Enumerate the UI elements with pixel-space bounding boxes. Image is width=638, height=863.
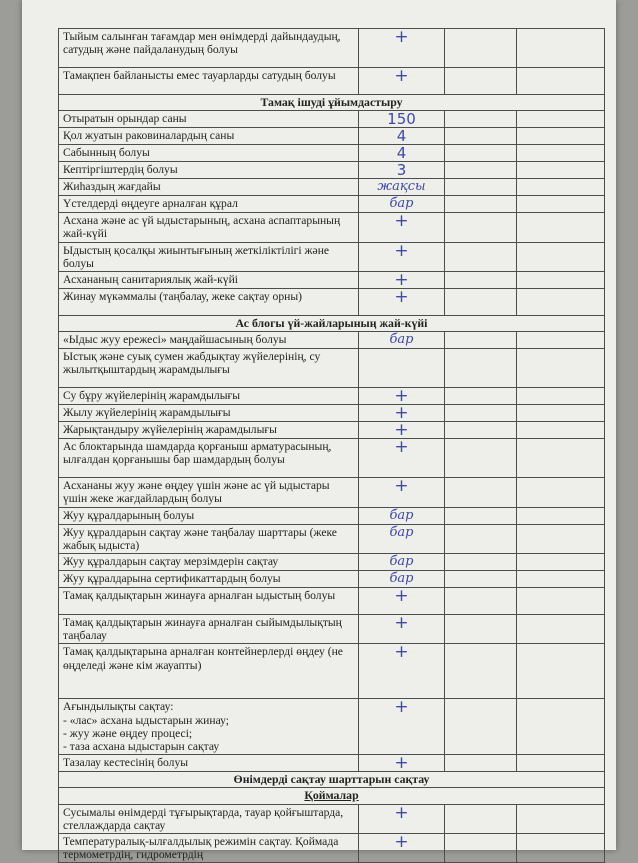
empty-cell (517, 554, 605, 571)
criterion-cell (59, 111, 359, 128)
handwritten-mark: жақсы (359, 179, 445, 196)
empty-cell (445, 196, 517, 213)
criterion-cell (59, 554, 359, 571)
empty-cell (445, 242, 517, 271)
empty-cell (445, 507, 517, 524)
empty-cell (445, 29, 517, 68)
checklist-row (59, 213, 605, 242)
handwritten-mark: бар (359, 524, 445, 553)
criterion-subitem: - таза асхана ыдыстарын сақтау (63, 740, 220, 754)
handwritten-mark: + (359, 755, 445, 772)
checklist-row (59, 332, 605, 349)
section-heading: Тамақ ішуді ұйымдастыру (59, 95, 605, 111)
criterion-text: Температуралық-ылғалдылық режимін сақтау. Қоймада термометрдің, гидрометрдің (63, 835, 339, 862)
checklist-row (59, 588, 605, 615)
empty-cell (517, 615, 605, 644)
criterion-cell (59, 242, 359, 271)
empty-cell (445, 804, 517, 833)
checklist-row (59, 405, 605, 422)
criterion-cell (59, 804, 359, 833)
criterion-text: Сабынның болуы (63, 146, 150, 160)
checklist-row (59, 388, 605, 405)
document-page (22, 0, 616, 862)
empty-cell (517, 289, 605, 316)
criterion-cell (59, 524, 359, 553)
criterion-text: Жылу жүйелерінің жарамдылығы (63, 406, 231, 420)
criterion-cell (59, 145, 359, 162)
handwritten-mark: бар (359, 554, 445, 571)
section-heading: Ас блогы үй-жайларының жай-күйі (59, 316, 605, 332)
checklist-row (59, 128, 605, 145)
handwritten-mark: + (359, 699, 445, 755)
criterion-cell (59, 162, 359, 179)
empty-cell (517, 834, 605, 863)
checklist-row (59, 179, 605, 196)
empty-cell (517, 162, 605, 179)
empty-cell (517, 242, 605, 271)
section-heading: Қоймалар (59, 788, 605, 804)
section-heading: Өнімдерді сақтау шарттарын сақтау (59, 772, 605, 788)
handwritten-mark: + (359, 213, 445, 242)
criterion-text: Сусымалы өнімдерді тұғырықтарда, тауар қойғыштарда, стеллаждарда сақтау (63, 805, 344, 832)
empty-cell (445, 405, 517, 422)
handwritten-mark: + (359, 804, 445, 833)
empty-cell (445, 615, 517, 644)
empty-cell (517, 179, 605, 196)
criterion-text: Ас блоктарында шамдарда қорғаныш арматурасының, ылғалдан қорғанышы бар шамдардың болуы (63, 440, 332, 467)
handwritten-mark: + (359, 405, 445, 422)
checklist-row (59, 145, 605, 162)
criterion-cell (59, 699, 359, 755)
handwritten-mark: бар (359, 507, 445, 524)
empty-cell (445, 349, 517, 388)
empty-cell (445, 588, 517, 615)
criterion-text: Жарықтандыру жүйелерінің жарамдылығы (63, 423, 277, 437)
criterion-text: Жуу құралдарына сертификаттардың болуы (63, 572, 281, 586)
handwritten-mark: 3 (359, 162, 445, 179)
criterion-text: Жиһаздың жағдайы (63, 180, 161, 194)
checklist-row (59, 507, 605, 524)
criterion-cell (59, 405, 359, 422)
criterion-cell (59, 213, 359, 242)
empty-cell (517, 507, 605, 524)
criterion-cell (59, 588, 359, 615)
checklist-row (59, 804, 605, 833)
empty-cell (445, 68, 517, 95)
handwritten-mark: + (359, 615, 445, 644)
criterion-cell (59, 349, 359, 388)
checklist-row (59, 422, 605, 439)
empty-cell (517, 128, 605, 145)
empty-cell (517, 524, 605, 553)
section-heading-row (59, 95, 605, 111)
criterion-subitem: - жуу және өңдеу процесі; (63, 726, 193, 740)
criterion-text: Асхананың санитариялық жай-күйі (63, 273, 239, 287)
criterion-text: Отыратын орындар саны (63, 112, 187, 126)
criterion-cell (59, 644, 359, 699)
criterion-text: Тыйым салынған тағамдар мен өнімдерді дайындаудың, сатудың және пайдаланудың болуы (63, 30, 341, 57)
handwritten-mark: 4 (359, 128, 445, 145)
criterion-cell (59, 128, 359, 145)
empty-cell (445, 145, 517, 162)
empty-cell (517, 272, 605, 289)
empty-cell (445, 111, 517, 128)
empty-cell (517, 145, 605, 162)
criterion-text: Ыдыстың қосалқы жиынтығының жеткіліктілігі және болуы (63, 243, 330, 270)
criterion-cell (59, 507, 359, 524)
checklist-row (59, 68, 605, 95)
handwritten-mark: бар (359, 571, 445, 588)
empty-cell (517, 388, 605, 405)
criterion-text: Тамақпен байланысты емес тауарларды сатудың болуы (63, 69, 336, 82)
handwritten-mark: + (359, 388, 445, 405)
criterion-cell (59, 388, 359, 405)
empty-cell (517, 68, 605, 95)
section-heading-row (59, 772, 605, 788)
section-heading-row (59, 788, 605, 804)
empty-cell (445, 162, 517, 179)
checklist-row (59, 554, 605, 571)
handwritten-mark: + (359, 272, 445, 289)
criterion-cell (59, 755, 359, 772)
empty-cell (517, 332, 605, 349)
criterion-text: Тазалау кестесінің болуы (63, 756, 189, 770)
criterion-cell (59, 179, 359, 196)
empty-cell (445, 388, 517, 405)
empty-cell (517, 755, 605, 772)
criterion-text: Кептіргіштердің болуы (63, 163, 178, 177)
empty-cell (445, 571, 517, 588)
checklist-row (59, 29, 605, 68)
handwritten-mark: + (359, 422, 445, 439)
criterion-text: Тамақ қалдықтарын жинауға арналған ыдыстың болуы (63, 589, 336, 603)
criterion-text: Ағындылықты сақтау: (63, 700, 174, 714)
criterion-cell (59, 571, 359, 588)
criterion-text: Су бұру жүйелерінің жарамдылығы (63, 389, 241, 403)
checklist-row (59, 111, 605, 128)
checklist-row (59, 478, 605, 507)
criterion-text: Жуу құралдарының болуы (63, 508, 195, 522)
empty-cell (445, 128, 517, 145)
empty-cell (517, 439, 605, 478)
checklist-row (59, 615, 605, 644)
inspection-checklist-table (58, 28, 605, 863)
handwritten-mark: бар (359, 196, 445, 213)
handwritten-mark: 4 (359, 145, 445, 162)
empty-cell (445, 422, 517, 439)
checklist-row (59, 699, 605, 755)
empty-cell (517, 804, 605, 833)
criterion-text: Ыстық және суық сумен жабдықтау жүйелерінің, су жылытқыштардың жарамдылығы (63, 350, 321, 377)
section-heading-row (59, 316, 605, 332)
empty-cell (517, 213, 605, 242)
checklist-row (59, 524, 605, 553)
empty-cell (517, 644, 605, 699)
checklist-row (59, 644, 605, 699)
handwritten-mark: + (359, 834, 445, 863)
empty-cell (445, 834, 517, 863)
handwritten-mark: + (359, 68, 445, 95)
empty-cell (517, 571, 605, 588)
checklist-row (59, 755, 605, 772)
checklist-row (59, 196, 605, 213)
empty-cell (445, 272, 517, 289)
criterion-text: Жуу құралдарын сақтау мерзімдерін сақтау (63, 555, 279, 569)
criterion-text: Асхананы жуу және өңдеу үшін және ас үй ыдыстары үшін жеке жағдайлардың болуы (63, 479, 330, 506)
checklist-row (59, 349, 605, 388)
criterion-text: Жуу құралдарын сақтау және таңбалау шарттары (жеке жабық ыдыста) (63, 525, 337, 552)
criterion-cell (59, 422, 359, 439)
empty-cell (517, 349, 605, 388)
empty-cell (445, 755, 517, 772)
handwritten-mark: + (359, 289, 445, 316)
criterion-text: Тамақ қалдықтарын жинауға арналған сыйымдылықтың таңбалау (63, 616, 342, 643)
criterion-cell (59, 478, 359, 507)
empty-cell (445, 524, 517, 553)
handwritten-mark: + (359, 29, 445, 68)
criterion-text: Тамақ қалдықтарына арналған контейнерлерді өңдеу (не өңделеді және кім жауапты) (63, 645, 343, 672)
checklist-row (59, 834, 605, 863)
empty-cell (445, 644, 517, 699)
handwritten-mark: + (359, 242, 445, 271)
criterion-text: Үстелдерді өңдеуге арналған құрал (63, 197, 238, 211)
handwritten-mark: + (359, 478, 445, 507)
handwritten-mark (359, 349, 445, 388)
empty-cell (517, 405, 605, 422)
empty-cell (517, 588, 605, 615)
empty-cell (445, 478, 517, 507)
criterion-text: Қол жуатын раковиналардың саны (63, 129, 235, 143)
handwritten-mark: бар (359, 332, 445, 349)
criterion-text: Асхана және ас үй ыдыстарының, асхана аспаптарының жай-күйі (63, 214, 341, 241)
empty-cell (517, 196, 605, 213)
checklist-row (59, 571, 605, 588)
criterion-subitem: - «лас» асхана ыдыстарын жинау; (63, 713, 230, 727)
checklist-row (59, 289, 605, 316)
empty-cell (517, 111, 605, 128)
empty-cell (445, 699, 517, 755)
criterion-cell (59, 196, 359, 213)
criterion-cell (59, 289, 359, 316)
empty-cell (445, 554, 517, 571)
handwritten-mark: + (359, 644, 445, 699)
criterion-text: «Ыдыс жуу ережесі» маңдайшасының болуы (63, 333, 287, 347)
criterion-cell (59, 29, 359, 68)
criterion-cell (59, 68, 359, 95)
empty-cell (517, 699, 605, 755)
criterion-cell (59, 439, 359, 478)
criterion-text: Жинау мүкәммалы (таңбалау, жеке сақтау орны) (63, 290, 302, 304)
handwritten-mark: 150 (359, 111, 445, 128)
empty-cell (517, 29, 605, 68)
handwritten-mark: + (359, 439, 445, 478)
criterion-cell (59, 834, 359, 863)
empty-cell (517, 422, 605, 439)
checklist-row (59, 162, 605, 179)
checklist-row (59, 242, 605, 271)
empty-cell (517, 478, 605, 507)
checklist-body (59, 29, 605, 863)
handwritten-mark: + (359, 588, 445, 615)
empty-cell (445, 179, 517, 196)
empty-cell (445, 439, 517, 478)
empty-cell (445, 289, 517, 316)
checklist-row (59, 272, 605, 289)
empty-cell (445, 213, 517, 242)
criterion-cell (59, 615, 359, 644)
checklist-row (59, 439, 605, 478)
criterion-cell (59, 332, 359, 349)
empty-cell (445, 332, 517, 349)
criterion-cell (59, 272, 359, 289)
